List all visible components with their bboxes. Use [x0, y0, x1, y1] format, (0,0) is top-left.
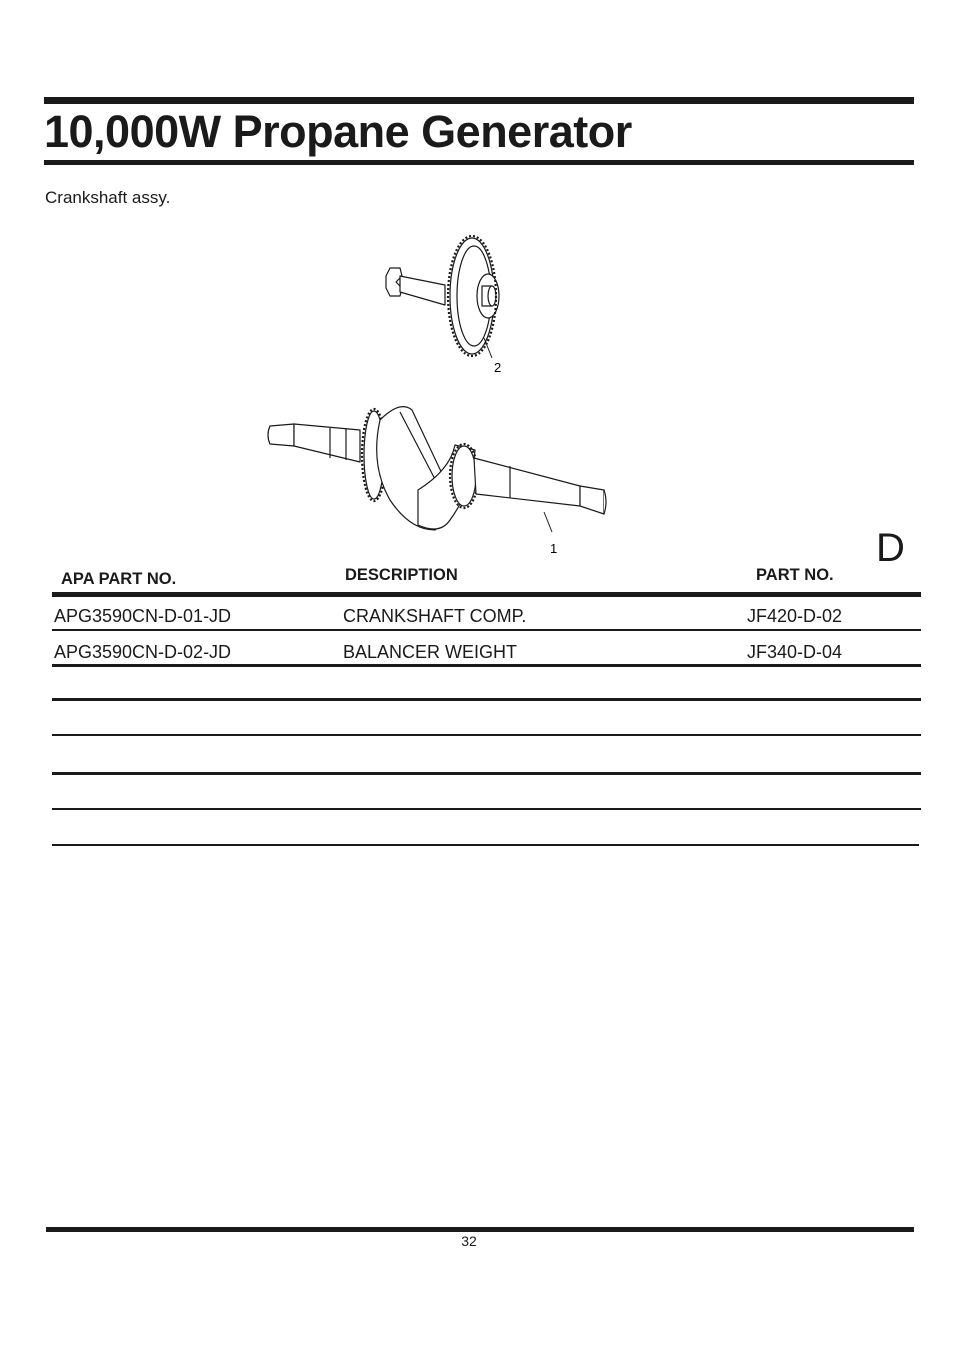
callout-label-1: 1 — [550, 541, 558, 556]
crankshaft-assembly-illustration — [250, 230, 630, 560]
callout-label-2: 2 — [494, 360, 502, 375]
column-header-apa-part-no: APA PART NO. — [61, 570, 177, 588]
page-number: 32 — [461, 1233, 477, 1249]
crankshaft-drawing — [268, 407, 606, 530]
callout-leader-1 — [544, 512, 552, 532]
table-empty-row-rule — [52, 698, 921, 701]
footer-rule — [46, 1227, 914, 1232]
header-top-rule — [44, 97, 914, 104]
row-description: BALANCER WEIGHT — [343, 642, 518, 662]
table-row-rule — [52, 664, 921, 667]
header-bottom-rule — [44, 160, 914, 165]
row-description: CRANKSHAFT COMP. — [343, 606, 527, 626]
section-letter: D — [876, 526, 905, 570]
table-empty-row-rule — [52, 844, 919, 846]
row-apa-part-no: APG3590CN-D-01-JD — [54, 606, 232, 626]
table-empty-row-rule — [52, 808, 921, 810]
section-subtitle: Crankshaft assy. — [45, 188, 171, 207]
balancer-weight-drawing — [386, 236, 499, 356]
table-empty-row-rule — [52, 772, 921, 775]
row-part-no: JF340-D-04 — [747, 642, 843, 662]
table-row-rule — [52, 629, 921, 631]
page-title: 10,000W Propane Generator — [44, 106, 632, 157]
table-empty-row-rule — [52, 734, 921, 736]
row-apa-part-no: APG3590CN-D-02-JD — [54, 642, 232, 662]
column-header-description: DESCRIPTION — [345, 566, 458, 584]
column-header-part-no: PART NO. — [756, 566, 834, 584]
row-part-no: JF420-D-02 — [747, 606, 843, 626]
table-header-rule — [52, 592, 921, 597]
